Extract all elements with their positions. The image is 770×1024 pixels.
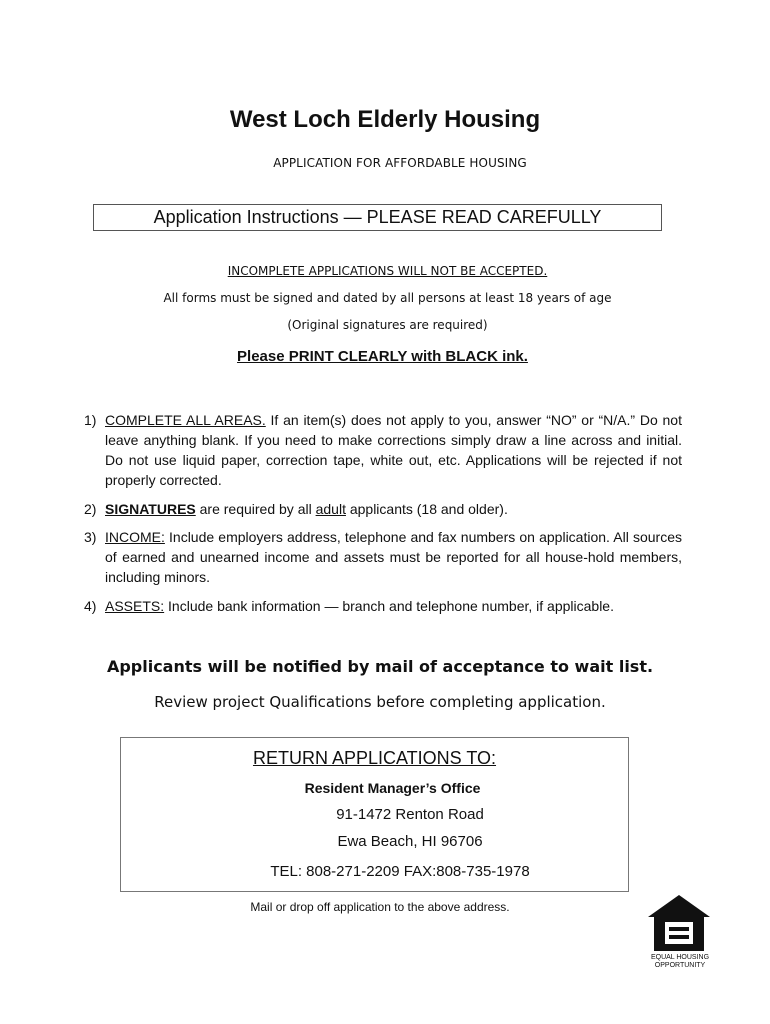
item-text-after: applicants (18 and older).: [345, 501, 508, 517]
item-number: 2): [84, 501, 97, 517]
address-line-2: Ewa Beach, HI 96706: [337, 833, 483, 850]
print-clearly-note: Please PRINT CLEARLY with BLACK ink.: [237, 348, 528, 365]
address-line-1: 91-1472 Renton Road: [336, 806, 484, 823]
contact-phone-fax: TEL: 808-271-2209 FAX:808-735-1978: [270, 863, 530, 880]
review-qualifications-note: Review project Qualifications before completing application.: [154, 693, 606, 711]
instruction-item-assets: [84, 596, 682, 616]
item-label: COMPLETE ALL AREAS.: [105, 412, 266, 428]
instructions-heading: Application Instructions — PLEASE READ CAREFULLY: [153, 207, 602, 227]
item-text: Include employers address, telephone and fax numbers on application. All sources of earned and unearned income and assets must be reported for all house-hold members, including minors.: [105, 529, 682, 585]
item-label: SIGNATURES: [105, 501, 196, 517]
original-signatures-note: (Original signatures are required): [287, 318, 488, 332]
return-heading: RETURN APPLICATIONS TO:: [252, 748, 497, 768]
equal-housing-logo-text: [640, 954, 720, 970]
office-name: Resident Manager’s Office: [304, 780, 481, 796]
item-label: ASSETS:: [105, 598, 165, 614]
item-text: Include bank information — branch and telephone number, if applicable.: [164, 598, 614, 614]
wait-list-notice: Applicants will be notified by mail of acceptance to wait list.: [106, 657, 654, 676]
item-number: 3): [84, 529, 97, 545]
mail-note: Mail or drop off application to the above address.: [250, 900, 510, 914]
logo-text-line-2: OPPORTUNITY: [654, 962, 706, 969]
logo-text-line-1: EQUAL HOUSING: [650, 954, 710, 961]
item-number: 4): [84, 598, 97, 614]
item-number: 1): [84, 412, 97, 428]
equal-housing-opportunity-icon: [646, 893, 712, 953]
signature-rule: All forms must be signed and dated by all persons at least 18 years of age: [163, 291, 612, 305]
page-subtitle: APPLICATION FOR AFFORDABLE HOUSING: [273, 156, 527, 170]
item-text: If an item(s) does not apply to you, answer “NO” or “N/A.” Do not leave anything blank. If you need to make corrections simply draw a line across and initial. Do not use liquid paper, correction tape, white out, etc. Applications will be rejected if not properly corrected.: [105, 412, 682, 488]
instruction-item-complete: [84, 410, 682, 490]
page-title: West Loch Elderly Housing: [229, 106, 541, 133]
item-label: INCOME:: [105, 529, 165, 545]
instruction-item-income: [84, 527, 682, 587]
item-text: are required by all: [195, 501, 316, 517]
item-emphasis: adult: [315, 501, 346, 517]
incomplete-notice: INCOMPLETE APPLICATIONS WILL NOT BE ACCEPTED.: [227, 264, 548, 278]
instruction-item-signatures: [84, 499, 682, 519]
